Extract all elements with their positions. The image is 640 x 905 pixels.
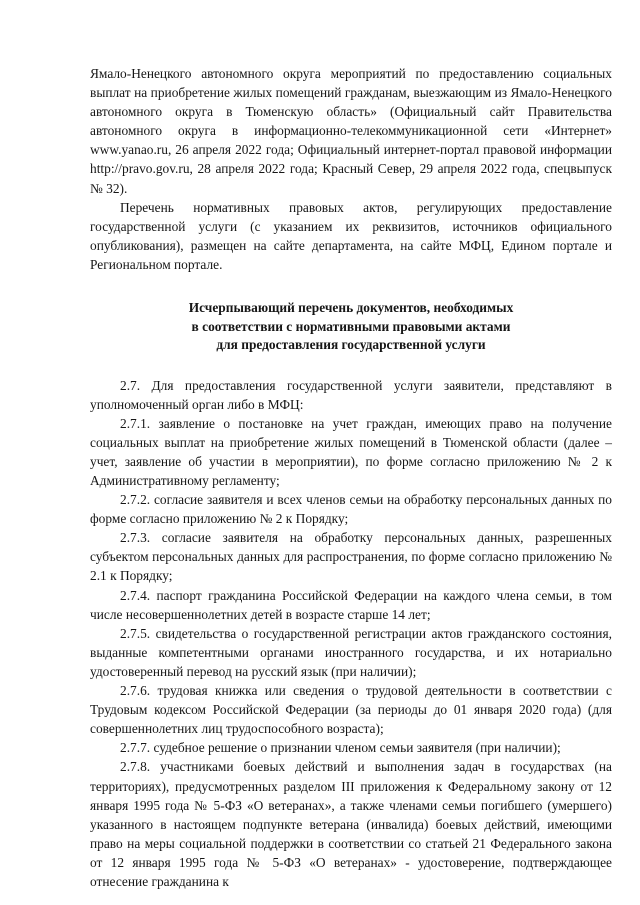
- section-heading-line-1: Исчерпывающий перечень документов, необходимых: [188, 300, 514, 316]
- item-2-7-7: 2.7.7. судебное решение о признании членом семьи заявителя (при наличии);: [120, 740, 561, 756]
- item-2-7-4: 2.7.4. паспорт гражданина Российской Федерации на каждого члена семьи, в том числе несовершеннолетних детей в возрасте старше 14 лет;: [90, 587, 612, 622]
- section-heading: [90, 299, 612, 355]
- item-2-7: 2.7. Для предоставления государственной услуги заявители, представляют в уполномоченный орган либо в МФЦ:: [90, 377, 612, 412]
- item-2-7-1: 2.7.1. заявление о постановке на учет граждан, имеющих право на получение социальных выплат на приобретение жилых помещений в Тюменской области (далее – учет, заявление об участии в мероприятии), по форме согласно приложению № 2 к Административному регламенту;: [90, 415, 612, 488]
- intro-paragraph-continuation: Ямало-Ненецкого автономного округа мероприятий по предоставлению социальных выплат на приобретение жилых помещений гражданам, выезжающим из Ямало-Ненецкого автономного округа в Тюменскую область» (Официальный сайт Правительства автономного округа в информационно-телекоммуникационной сети «Интернет» www.yanao.ru, 26 апреля 2022 года; Официальный интернет-портал правовой информации http://pravo.gov.ru, 28 апреля 2022 года; Красный Север, 29 апреля 2022 года, спецвыпуск № 32).: [90, 66, 612, 196]
- item-2-7-6: 2.7.6. трудовая книжка или сведения о трудовой деятельности в соответствии с Трудовым кодексом Российской Федерации (за периоды до 01 января 2020 года) (для совершеннолетних лиц трудоспособного возраста);: [90, 683, 612, 737]
- section-heading-line-2: в соответствии с нормативными правовыми актами: [191, 318, 511, 334]
- section-heading-line-3: для предоставления государственной услуги: [216, 337, 486, 353]
- item-2-7-3: 2.7.3. согласие заявителя на обработку персональных данных, разрешенных субъектом персональных данных для распространения, по форме согласно приложению № 2.1 к Порядку;: [90, 530, 612, 584]
- item-2-7-5: 2.7.5. свидетельства о государственной регистрации актов гражданского состояния, выданные компетентными органами иностранного государства, и их нотариально удостоверенный перевод на русский язык (при наличии);: [90, 625, 612, 679]
- intro-paragraph-legal-acts: Перечень нормативных правовых актов, регулирующих предоставление государственной услуги (с указанием их реквизитов, источников официального опубликования), размещен на сайте департамента, на сайте МФЦ, Едином портале и Региональном портале.: [90, 199, 612, 272]
- item-2-7-8: 2.7.8. участниками боевых действий и выполнения задач в государствах (на территориях), предусмотренных разделом III приложения к Федеральному закону от 12 января 1995 года № 5-ФЗ «О ветеранах», а также членами семьи погибшего (умершего) указанного в настоящем подпункте ветерана (инвалида) боевых действий, имеющими право на меры социальной поддержки в соответствии со статьей 21 Федерального закона от 12 января 1995 года № 5-ФЗ «О ветеранах» - удостоверение, подтверждающее отнесение гражданина к: [90, 759, 612, 889]
- item-2-7-2: 2.7.2. согласие заявителя и всех членов семьи на обработку персональных данных по форме согласно приложению № 2 к Порядку;: [90, 492, 612, 527]
